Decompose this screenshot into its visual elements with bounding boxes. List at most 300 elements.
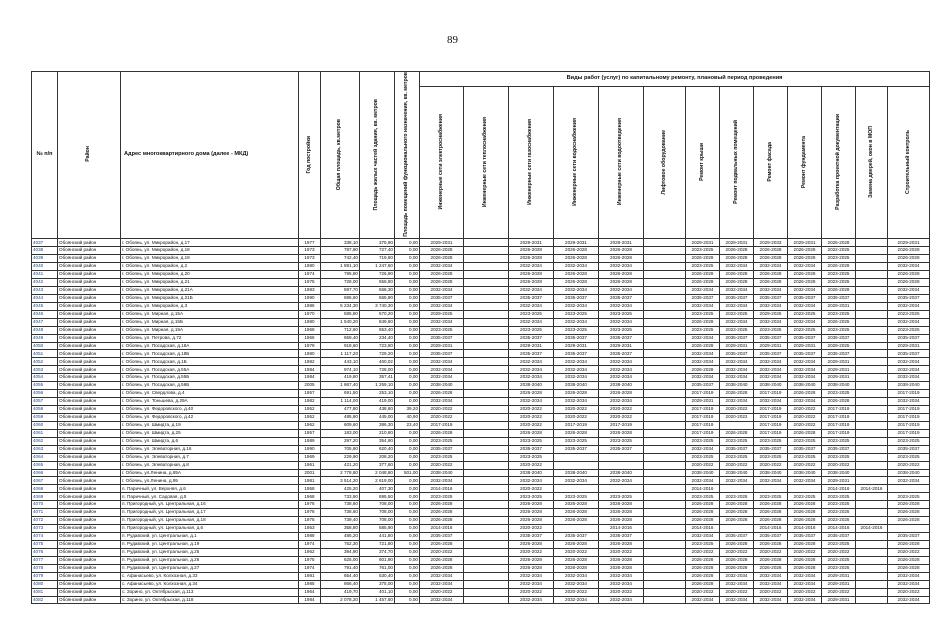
cell-work-period: 2026-2028 xyxy=(554,255,599,263)
cell-address: п. Рудавский, ул. Центральная, д.1 xyxy=(121,533,299,541)
cell-area-special: 0,00 xyxy=(395,294,420,302)
cell-area-living: 728,00 xyxy=(360,366,395,374)
cell-work-period xyxy=(464,406,509,414)
cell-work-period: 2020-2022 xyxy=(420,413,464,421)
cell-area-special: 0,00 xyxy=(395,533,420,541)
cell-id: 4040 xyxy=(32,263,58,271)
cell-work-period xyxy=(464,358,509,366)
cell-year: 1982 xyxy=(299,398,321,406)
cell-work-period: 2035-2037 xyxy=(554,334,599,342)
cell-area-special: 0,00 xyxy=(395,247,420,255)
cell-address: г. Обоянь, ул. Элеваторная, д.7 xyxy=(121,453,299,461)
cell-work-period: 2026-2028 xyxy=(888,255,930,263)
cell-district: Обоянский район xyxy=(58,350,121,358)
cell-district: Обоянский район xyxy=(58,247,121,255)
cell-id: 4059 xyxy=(32,413,58,421)
cell-work-period: 2032-2034 xyxy=(686,533,720,541)
cell-work-period: 2020-2022 xyxy=(554,413,599,421)
cell-work-period: 2032-2034 xyxy=(754,263,788,271)
cell-work-period: 2032-2034 xyxy=(888,580,930,588)
cell-work-period xyxy=(464,318,509,326)
cell-work-period xyxy=(856,326,888,334)
cell-work-period: 2023-2025 xyxy=(509,453,554,461)
cell-work-period: 2017-2019 xyxy=(822,413,856,421)
cell-district: Обоянский район xyxy=(58,588,121,596)
cell-year: 1969 xyxy=(299,453,321,461)
cell-work-period: 2032-2034 xyxy=(754,366,788,374)
cell-work-period xyxy=(856,501,888,509)
cell-work-period: 2023-2025 xyxy=(754,326,788,334)
cell-district: Обоянский район xyxy=(58,517,121,525)
cell-area-living: 721,80 xyxy=(360,540,395,548)
cell-id: 4058 xyxy=(32,406,58,414)
cell-address: п. Пригородный, ул. Центральная, д.17 xyxy=(121,509,299,517)
cell-work-period: 2017-2019 xyxy=(686,390,720,398)
cell-work-period: 2017-2019 xyxy=(754,429,788,437)
cell-year: 1975 xyxy=(299,279,321,287)
cell-work-period xyxy=(464,413,509,421)
cell-work-period: 2032-2034 xyxy=(509,358,554,366)
cell-work-period: 2026-2028 xyxy=(686,564,720,572)
cell-work-period: 2035-2037 xyxy=(509,350,554,358)
cell-work-period xyxy=(464,398,509,406)
cell-work-period xyxy=(856,453,888,461)
table-row xyxy=(32,413,930,421)
cell-work-period: 2035-2037 xyxy=(720,445,754,453)
cell-work-period xyxy=(464,239,509,247)
cell-work-period: 2026-2028 xyxy=(554,429,599,437)
table-row xyxy=(32,294,930,302)
cell-work-period: 2029-2031 xyxy=(420,342,464,350)
cell-work-period: 2038-2040 xyxy=(822,469,856,477)
table-row xyxy=(32,326,930,334)
header-area-total: Общая площадь, кв.метров xyxy=(321,72,360,239)
cell-work-period: 2035-2037 xyxy=(420,533,464,541)
cell-work-period xyxy=(856,572,888,580)
cell-area-total: 5 234,30 xyxy=(321,302,360,310)
cell-work-period: 2038-2040 xyxy=(720,469,754,477)
cell-id: 4069 xyxy=(32,493,58,501)
table-row xyxy=(32,445,930,453)
cell-work-period: 2020-2022 xyxy=(599,588,644,596)
table-row xyxy=(32,334,930,342)
cell-id: 4043 xyxy=(32,286,58,294)
cell-district: Обоянский район xyxy=(58,342,121,350)
cell-work-period xyxy=(464,453,509,461)
cell-area-total: 795,80 xyxy=(321,271,360,279)
header-work-type: Лифтовое оборудование xyxy=(644,87,686,239)
cell-work-period: 2026-2028 xyxy=(788,279,822,287)
cell-area-total: 485,90 xyxy=(321,413,360,421)
cell-work-period: 2038-2040 xyxy=(788,382,822,390)
cell-id: 4042 xyxy=(32,279,58,287)
cell-work-period: 2023-2025 xyxy=(720,326,754,334)
cell-work-period xyxy=(644,580,686,588)
cell-area-living: 208,20 xyxy=(360,453,395,461)
cell-work-period: 2035-2037 xyxy=(420,294,464,302)
cell-area-special: 0,00 xyxy=(395,350,420,358)
cell-work-period: 2020-2022 xyxy=(420,548,464,556)
cell-work-period xyxy=(464,271,509,279)
cell-work-period: 2032-2034 xyxy=(720,398,754,406)
cell-work-period: 2020-2022 xyxy=(720,588,754,596)
cell-work-period: 2032-2034 xyxy=(509,302,554,310)
cell-work-period: 2020-2022 xyxy=(554,588,599,596)
cell-district: Обоянский район xyxy=(58,556,121,564)
cell-id: 4057 xyxy=(32,398,58,406)
cell-id: 4067 xyxy=(32,477,58,485)
cell-work-period: 2035-2037 xyxy=(754,294,788,302)
cell-area-special: 0,00 xyxy=(395,493,420,501)
cell-area-total: 866,40 xyxy=(321,580,360,588)
cell-work-period xyxy=(856,374,888,382)
cell-work-period xyxy=(644,564,686,572)
cell-year: 1977 xyxy=(299,239,321,247)
cell-year: 1974 xyxy=(299,540,321,548)
cell-work-period: 2032-2034 xyxy=(754,302,788,310)
cell-area-living: 445,00 xyxy=(360,413,395,421)
cell-work-period: 2032-2034 xyxy=(420,318,464,326)
cell-work-period xyxy=(888,485,930,493)
cell-work-period: 2023-2025 xyxy=(420,326,464,334)
cell-work-period xyxy=(644,382,686,390)
cell-work-period: 2035-2037 xyxy=(720,334,754,342)
cell-work-period: 2023-2025 xyxy=(420,493,464,501)
table-row xyxy=(32,453,930,461)
cell-address: с. Зорино, ул. Октябрьская, д.118 xyxy=(121,596,299,604)
cell-area-total: 394,90 xyxy=(321,548,360,556)
cell-address: г. Обоянь, ул. Микрорайон, д.18 xyxy=(121,247,299,255)
cell-work-period: 2022-2025 xyxy=(822,247,856,255)
cell-work-period xyxy=(554,525,599,533)
table-row xyxy=(32,461,930,469)
cell-address: с. Зорино, ул. Октябрьская, д.113 xyxy=(121,588,299,596)
cell-work-period: 2026-2028 xyxy=(686,509,720,517)
cell-work-period: 2020-2022 xyxy=(720,406,754,414)
cell-work-period: 2032-2034 xyxy=(788,286,822,294)
cell-year: 1962 xyxy=(299,421,321,429)
cell-work-period: 2029-2031 xyxy=(888,342,930,350)
cell-area-living: 601,90 xyxy=(360,556,395,564)
cell-work-period: 2026-2028 xyxy=(686,279,720,287)
cell-work-period: 2026-2028 xyxy=(822,239,856,247)
table-row xyxy=(32,540,930,548)
cell-work-period xyxy=(464,509,509,517)
cell-work-period: 2026-2028 xyxy=(822,398,856,406)
cell-area-special: 0,00 xyxy=(395,398,420,406)
cell-area-total: 738,60 xyxy=(321,501,360,509)
cell-work-period xyxy=(464,501,509,509)
cell-id: 4047 xyxy=(32,318,58,326)
cell-work-period: 2032-2034 xyxy=(788,302,822,310)
cell-work-period: 2020-2022 xyxy=(509,406,554,414)
cell-area-living: 708,00 xyxy=(360,517,395,525)
cell-work-period: 2023-2025 xyxy=(686,540,720,548)
cell-year: 1973 xyxy=(299,255,321,263)
header-area-special: Площадь помещений функционального назначения, кв. метров xyxy=(395,72,420,239)
header-work-type: Разработка проектной документации xyxy=(822,87,856,239)
cell-work-period xyxy=(856,310,888,318)
table-row xyxy=(32,509,930,517)
cell-area-total: 338,10 xyxy=(321,239,360,247)
cell-area-special: 0,00 xyxy=(395,255,420,263)
cell-area-living: 357,41 xyxy=(360,374,395,382)
cell-area-special: 0,00 xyxy=(395,334,420,342)
cell-work-period: 2026-2028 xyxy=(554,556,599,564)
cell-work-period: 2038-2040 xyxy=(720,382,754,390)
cell-address: г. Обоянь, ул. Свердлова, д.4 xyxy=(121,390,299,398)
cell-area-total: 585,80 xyxy=(321,310,360,318)
cell-work-period xyxy=(856,366,888,374)
cell-id: 4075 xyxy=(32,540,58,548)
cell-work-period: 2032-2034 xyxy=(420,398,464,406)
cell-work-period: 2026-2028 xyxy=(888,247,930,255)
cell-work-period: 2032-2034 xyxy=(888,366,930,374)
cell-district: Обоянский район xyxy=(58,540,121,548)
cell-area-living: 377,60 xyxy=(360,461,395,469)
cell-work-period: 2026-2028 xyxy=(599,247,644,255)
cell-work-period: 2038-2040 xyxy=(754,382,788,390)
cell-work-period: 2026-2028 xyxy=(686,501,720,509)
cell-work-period: 2026-2028 xyxy=(599,540,644,548)
header-area-living: Площадь жилых частей здания, кв. метров xyxy=(360,72,395,239)
cell-work-period: 2038-2040 xyxy=(509,382,554,390)
cell-work-period: 2026-2028 xyxy=(720,271,754,279)
cell-work-period: 2023-2025 xyxy=(822,390,856,398)
cell-work-period: 2020-2022 xyxy=(754,588,788,596)
cell-area-total: 3 514,20 xyxy=(321,477,360,485)
cell-area-special: 0,00 xyxy=(395,453,420,461)
cell-work-period: 2026-2028 xyxy=(822,263,856,271)
cell-area-special: 0,00 xyxy=(395,318,420,326)
cell-work-period: 2026-2028 xyxy=(554,247,599,255)
cell-area-total: 1 540,20 xyxy=(321,318,360,326)
cell-area-special: 0,00 xyxy=(395,286,420,294)
cell-work-period xyxy=(856,334,888,342)
cell-address: г. Обоянь, ул. Шмидта, д.19 xyxy=(121,421,299,429)
cell-work-period: 2023-2025 xyxy=(509,493,554,501)
cell-id: 4037 xyxy=(32,239,58,247)
cell-work-period: 2026-2028 xyxy=(788,540,822,548)
cell-address: г. Обоянь, ул. Микрорайон, д.21А xyxy=(121,286,299,294)
cell-work-period: 2026-2028 xyxy=(599,564,644,572)
cell-id: 4068 xyxy=(32,485,58,493)
cell-work-period xyxy=(644,509,686,517)
cell-work-period: 2020-2022 xyxy=(888,548,930,556)
cell-work-period: 2032-2034 xyxy=(509,286,554,294)
cell-address: п. Рудавский, ул. Центральная, д.26 xyxy=(121,556,299,564)
cell-work-period: 2014-2016 xyxy=(686,525,720,533)
cell-work-period xyxy=(856,469,888,477)
cell-year: 1981 xyxy=(299,572,321,580)
cell-work-period xyxy=(644,453,686,461)
cell-work-period: 2026-2028 xyxy=(599,390,644,398)
table-row xyxy=(32,382,930,390)
cell-area-total: 787,90 xyxy=(321,247,360,255)
cell-work-period: 2035-2037 xyxy=(420,445,464,453)
cell-work-period: 2032-2034 xyxy=(686,286,720,294)
cell-area-living: 727,40 xyxy=(360,247,395,255)
cell-year: 2001 xyxy=(299,469,321,477)
cell-work-period xyxy=(464,548,509,556)
cell-area-living: 695,50 xyxy=(360,493,395,501)
cell-district: Обоянский район xyxy=(58,596,121,604)
cell-work-period xyxy=(464,255,509,263)
cell-year: 1984 xyxy=(299,374,321,382)
cell-work-period: 2035-2037 xyxy=(888,350,930,358)
cell-area-total: 2 778,80 xyxy=(321,469,360,477)
cell-work-period: 2032-2034 xyxy=(788,374,822,382)
cell-work-period xyxy=(464,429,509,437)
cell-area-living: 653,40 xyxy=(360,326,395,334)
cell-work-period: 2023-2025 xyxy=(554,326,599,334)
cell-work-period: 2026-2028 xyxy=(554,501,599,509)
cell-work-period: 2032-2034 xyxy=(720,596,754,604)
cell-work-period xyxy=(464,596,509,604)
cell-work-period: 2017-2019 xyxy=(754,421,788,429)
cell-work-period: 2032-2034 xyxy=(888,398,930,406)
cell-work-period: 2029-2031 xyxy=(720,342,754,350)
cell-work-period: 2032-2034 xyxy=(720,366,754,374)
header-work-type: Ремонт подвальных помещений xyxy=(720,87,754,239)
cell-work-period: 2029-2031 xyxy=(888,239,930,247)
cell-work-period: 2020-2022 xyxy=(822,588,856,596)
header-work-type: Инженерные сети теплоснабжения xyxy=(464,87,509,239)
cell-work-period: 2032-2034 xyxy=(599,572,644,580)
cell-work-period: 2023-2025 xyxy=(888,437,930,445)
cell-work-period xyxy=(644,390,686,398)
cell-area-special: 40,90 xyxy=(395,413,420,421)
cell-work-period: 2032-2034 xyxy=(509,318,554,326)
cell-work-period: 2023-2025 xyxy=(822,326,856,334)
cell-work-period: 2023-2025 xyxy=(554,437,599,445)
cell-work-period: 2014-2016 xyxy=(788,525,822,533)
cell-work-period: 2035-2037 xyxy=(888,445,930,453)
cell-area-living: 438,60 xyxy=(360,406,395,414)
cell-area-special: 0,00 xyxy=(395,239,420,247)
cell-work-period xyxy=(644,437,686,445)
cell-work-period: 2032-2034 xyxy=(686,334,720,342)
cell-work-period: 2017-2019 xyxy=(822,406,856,414)
cell-area-living: 401,10 xyxy=(360,588,395,596)
header-work-type: Инженерные сети водоснабжения xyxy=(554,87,599,239)
cell-id: 4074 xyxy=(32,533,58,541)
cell-id: 4052 xyxy=(32,358,58,366)
cell-work-period xyxy=(464,525,509,533)
cell-work-period: 2020-2022 xyxy=(720,548,754,556)
table-row xyxy=(32,588,930,596)
cell-area-total: 791,40 xyxy=(321,564,360,572)
cell-work-period: 2026-2028 xyxy=(509,247,554,255)
cell-area-special: 0,00 xyxy=(395,501,420,509)
cell-work-period: 2023-2025 xyxy=(720,453,754,461)
cell-work-period: 2032-2034 xyxy=(720,374,754,382)
cell-work-period: 2023-2025 xyxy=(420,437,464,445)
cell-work-period xyxy=(856,318,888,326)
cell-work-period xyxy=(856,342,888,350)
cell-work-period xyxy=(644,310,686,318)
cell-district: Обоянский район xyxy=(58,421,121,429)
cell-work-period: 2035-2037 xyxy=(822,533,856,541)
cell-work-period: 2026-2028 xyxy=(720,509,754,517)
table-row xyxy=(32,302,930,310)
cell-work-period: 2023-2025 xyxy=(686,263,720,271)
cell-area-special: 0,00 xyxy=(395,302,420,310)
cell-work-period: 2032-2034 xyxy=(754,318,788,326)
cell-work-period xyxy=(464,517,509,525)
cell-address: г. Обоянь, ул. Федоровского, д.42 xyxy=(121,413,299,421)
cell-work-period: 2023-2025 xyxy=(788,437,822,445)
cell-work-period xyxy=(464,445,509,453)
cell-work-period: 2038-2040 xyxy=(888,469,930,477)
cell-area-living: 849,60 xyxy=(360,318,395,326)
cell-work-period: 2032-2034 xyxy=(509,580,554,588)
cell-work-period: 2026-2028 xyxy=(509,390,554,398)
cell-area-living: 374,70 xyxy=(360,548,395,556)
cell-work-period: 2032-2034 xyxy=(888,286,930,294)
cell-work-period: 2035-2037 xyxy=(599,445,644,453)
cell-area-living: 375,00 xyxy=(360,580,395,588)
cell-district: Обоянский район xyxy=(58,477,121,485)
cell-area-living: 375,90 xyxy=(360,239,395,247)
cell-work-period: 2035-2037 xyxy=(509,533,554,541)
cell-work-period: 2023-2025 xyxy=(788,310,822,318)
cell-work-period: 2020-2022 xyxy=(509,461,554,469)
cell-work-period xyxy=(464,310,509,318)
cell-area-living: 726,90 xyxy=(360,271,395,279)
cell-work-period: 2023-2025 xyxy=(822,255,856,263)
cell-work-period: 2026-2028 xyxy=(888,564,930,572)
cell-work-period: 2020-2022 xyxy=(420,461,464,469)
table-row xyxy=(32,374,930,382)
cell-address: г. Обоянь, ул. Тоньшева, д.29А xyxy=(121,398,299,406)
cell-work-period xyxy=(856,239,888,247)
cell-id: 4066 xyxy=(32,469,58,477)
cell-work-period: 2032-2034 xyxy=(720,477,754,485)
cell-work-period: 2026-2028 xyxy=(720,247,754,255)
cell-work-period: 2017-2019 xyxy=(754,390,788,398)
cell-address: п. Рудавский, ул. Центральная, д.25 xyxy=(121,548,299,556)
cell-work-period: 2014-2016 xyxy=(822,525,856,533)
cell-work-period xyxy=(464,366,509,374)
cell-work-period: 2032-2034 xyxy=(720,358,754,366)
cell-work-period: 2026-2028 xyxy=(420,247,464,255)
cell-work-period: 2029-2033 xyxy=(754,239,788,247)
header-work-type: Ремонт фундамента xyxy=(788,87,822,239)
cell-work-period: 2026-2028 xyxy=(754,517,788,525)
cell-work-period: 2032-2034 xyxy=(686,358,720,366)
cell-work-period: 2032-2034 xyxy=(420,580,464,588)
cell-work-period: 2026-2028 xyxy=(754,255,788,263)
cell-work-period xyxy=(464,461,509,469)
cell-work-period: 2017-2019 xyxy=(599,421,644,429)
cell-work-period xyxy=(554,461,599,469)
cell-work-period: 2035-2037 xyxy=(720,294,754,302)
cell-work-period xyxy=(856,421,888,429)
cell-work-period: 2032-2034 xyxy=(509,366,554,374)
cell-work-period: 2026-2028 xyxy=(599,271,644,279)
cell-work-period xyxy=(644,445,686,453)
cell-work-period: 2032-2034 xyxy=(554,580,599,588)
cell-district: Обоянский район xyxy=(58,413,121,421)
cell-id: 4053 xyxy=(32,366,58,374)
cell-work-period: 2026-2028 xyxy=(554,509,599,517)
cell-work-period: 2038-2040 xyxy=(554,469,599,477)
cell-work-period: 2035-2037 xyxy=(754,350,788,358)
cell-work-period: 2029-2031 xyxy=(822,366,856,374)
table-row xyxy=(32,437,930,445)
cell-work-period: 2029-2031 xyxy=(822,596,856,604)
